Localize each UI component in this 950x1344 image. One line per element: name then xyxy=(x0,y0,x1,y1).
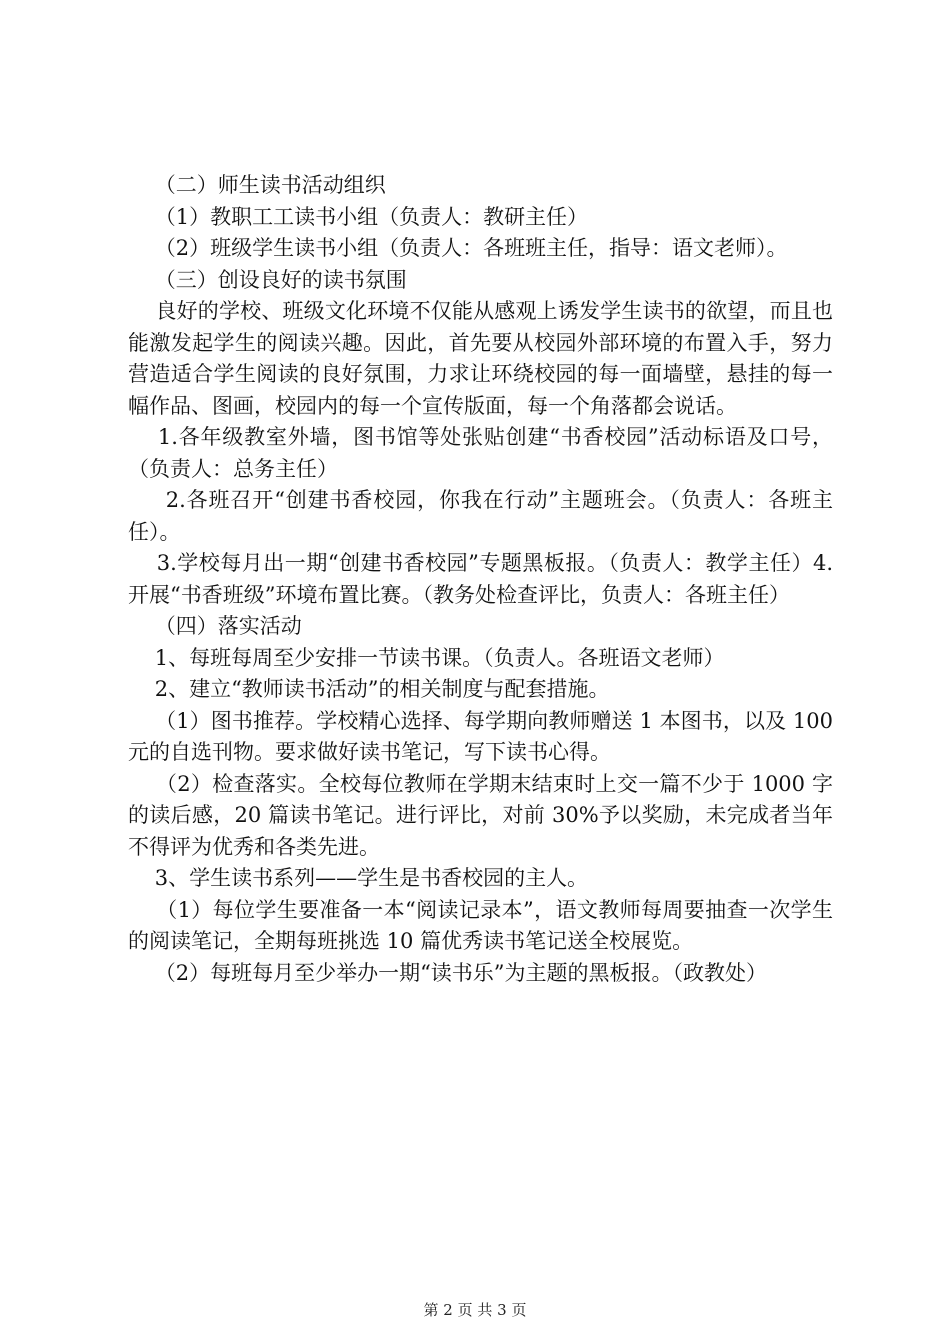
paragraph-blackboard: （2）每班每月至少举办一期“读书乐”为主题的黑板报。（政教处） xyxy=(128,960,768,985)
paragraph-heading-2: （二）师生读书活动组织 xyxy=(128,173,386,197)
paragraph-heading-4: （四）落实活动 xyxy=(128,614,302,638)
paragraph-inspection: （2）检查落实。全校每位教师在学期末结束时上交一篇不少于 1000 字的读后感，20 篇读书笔记。进行评比，对前 30%予以奖励，未完成者当年不得评为优秀和各类先进。 xyxy=(128,771,834,859)
paragraph-reading-record: （1）每位学生要准备一本“阅读记录本”，语文教师每周要抽查一次学生的阅读笔记，全期每班挑选 10 篇优秀读书笔记送全校展览。 xyxy=(128,897,833,953)
paragraph-item-3-4: 3.学校每月出一期“创建书香校园”专题黑板报。（负责人：教学主任）4.开展“书香班级”环境布置比赛。（教务处检查评比，负责人：各班主任） xyxy=(128,551,833,607)
paragraph-environment: 良好的学校、班级文化环境不仅能从感观上诱发学生读书的欲望，而且也能激发起学生的阅读兴趣。因此，首先要从校园外部环境的布置入手，努力营造适合学生阅读的良好氛围，力求让环绕校园的每一面墙壁，悬挂的每一幅作品、图画，校园内的每一个宣传版面，每一个角落都会说话。 xyxy=(128,299,833,418)
paragraph-book-recommend: （1）图书推荐。学校精心选择、每学期向教师赠送 1 本图书，以及 100 元的自选刊物。要求做好读书笔记，写下读书心得。 xyxy=(128,708,840,764)
page-number: 第 2 页 共 3 页 xyxy=(423,1301,527,1319)
paragraph-staff-group: （1）教职工工读书小组（负责人：教研主任） xyxy=(128,204,589,229)
document-body xyxy=(128,170,840,989)
paragraph-item-1: 1.各年级教室外墙，图书馆等处张贴创建“书香校园”活动标语及口号，（负责人：总务主任） xyxy=(128,425,834,481)
paragraph-teacher-system: 2、建立“教师读书活动”的相关制度与配套措施。 xyxy=(128,677,610,701)
paragraph-heading-3: （三）创设良好的读书氛围 xyxy=(128,267,407,292)
paragraph-student-group: （2）班级学生读书小组（负责人：各班班主任，指导：语文老师）。 xyxy=(128,236,788,260)
paragraph-student-series: 3、学生读书系列——学生是书香校园的主人。 xyxy=(128,866,589,890)
paragraph-item-2: 2.各班召开“创建书香校园，你我在行动”主题班会。（负责人：各班主任）。 xyxy=(128,488,833,544)
paragraph-reading-class: 1、每班每周至少安排一节读书课。（负责人。各班语文老师） xyxy=(128,645,725,670)
